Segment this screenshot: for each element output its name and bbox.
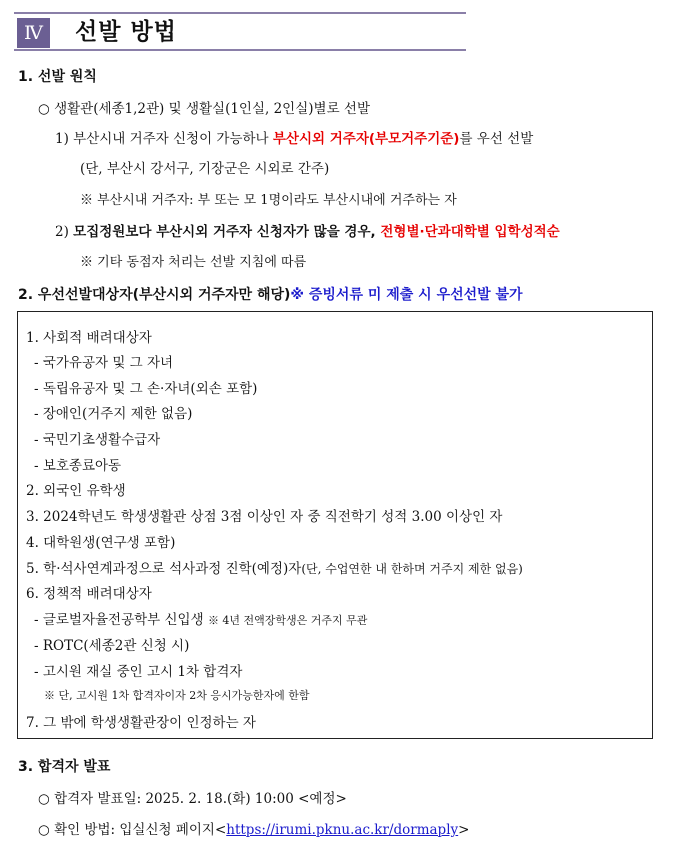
section2-heading-text: 2. 우선선발대상자(부산시외 거주자만 해당)	[18, 287, 291, 303]
section2-heading	[18, 284, 523, 304]
list-item: - ROTC(세종2관 신청 시)	[34, 638, 190, 654]
list-item	[26, 557, 523, 577]
section2-heading-note: ※ 증빙서류 미 제출 시 우선선발 불가	[290, 287, 523, 303]
item5-suffix: (단, 수업연한 내 한하며 거주지 제한 없음)	[301, 562, 523, 576]
section1-item1	[55, 127, 533, 147]
announcement-date: ○ 합격자 발표일: 2025. 2. 18.(화) 10:00 <예정>	[38, 791, 347, 807]
list-item: - 독립유공자 및 그 손·자녀(외손 포함)	[34, 381, 258, 397]
item1-text: 1) 부산시내 거주자 신청이 가능하나	[55, 131, 273, 147]
header-bottom-rule	[14, 49, 466, 51]
section1-line1: ○ 생활관(세종1,2관) 및 생활실(1인실, 2인실)별로 선발	[38, 101, 370, 117]
check-method-label: ○ 확인 방법: 입실신청 페이지<	[38, 822, 227, 838]
list-item: - 국민기초생활수급자	[34, 432, 161, 448]
list-item: 3. 2024학년도 학생생활관 상점 3점 이상인 자 중 직전학기 성적 3.00 이상인 자	[26, 509, 503, 525]
check-method-end: >	[458, 822, 470, 838]
list-item: 7. 그 밖에 학생생활관장이 인정하는 자	[26, 715, 256, 731]
list-item	[34, 608, 367, 628]
list-item: 2. 외국인 유학생	[26, 483, 126, 499]
item2-highlight: 전형별·단과대학별 입학성적순	[380, 224, 560, 240]
section1-item1-sub: (단, 부산시 강서구, 기장군은 시외로 간주)	[80, 161, 330, 177]
item1-highlight: 부산시외 거주자(부모거주기준)	[272, 131, 460, 147]
page-title: 선발 방법	[75, 19, 177, 45]
section1-item2-note: ※ 기타 동점자 처리는 선발 지침에 따름	[80, 255, 307, 270]
list-item-note: ※ 단, 고시원 1차 합격자이자 2차 응시가능한자에 한함	[44, 689, 310, 702]
section1-heading: 1. 선발 원칙	[18, 69, 97, 85]
list-item: 4. 대학원생(연구생 포함)	[26, 535, 176, 551]
list-item: - 고시원 재실 중인 고시 1차 합격자	[34, 664, 243, 680]
list-item: - 국가유공자 및 그 자녀	[34, 355, 174, 371]
item5-text: 5. 학·석사연계과정으로 석사과정 진학(예정)자	[26, 561, 302, 577]
list-item: 1. 사회적 배려대상자	[26, 330, 152, 346]
list-item: 6. 정책적 배려대상자	[26, 586, 152, 602]
application-page-link[interactable]: https://irumi.pknu.ac.kr/dormaply	[226, 822, 459, 838]
section1-item2	[55, 220, 560, 240]
list-item: - 보호종료아동	[34, 458, 122, 474]
item6a-note: ※ 4년 전액장학생은 거주지 무관	[207, 614, 368, 627]
item6a-text: - 글로벌자율전공학부 신입생	[34, 612, 208, 628]
check-method	[38, 818, 469, 838]
list-item: - 장애인(거주지 제한 없음)	[34, 406, 193, 422]
item2-number: 2)	[55, 224, 74, 240]
item2-bold: 모집정원보다 부산시외 거주자 신청자가 많을 경우,	[73, 224, 381, 240]
section-number-badge: Ⅳ	[17, 18, 50, 48]
section3-heading: 3. 합격자 발표	[18, 759, 111, 775]
section1-item1-note: ※ 부산시내 거주자: 부 또는 모 1명이라도 부산시내에 거주하는 자	[80, 193, 457, 208]
item1-text-end: 를 우선 선발	[459, 131, 534, 147]
